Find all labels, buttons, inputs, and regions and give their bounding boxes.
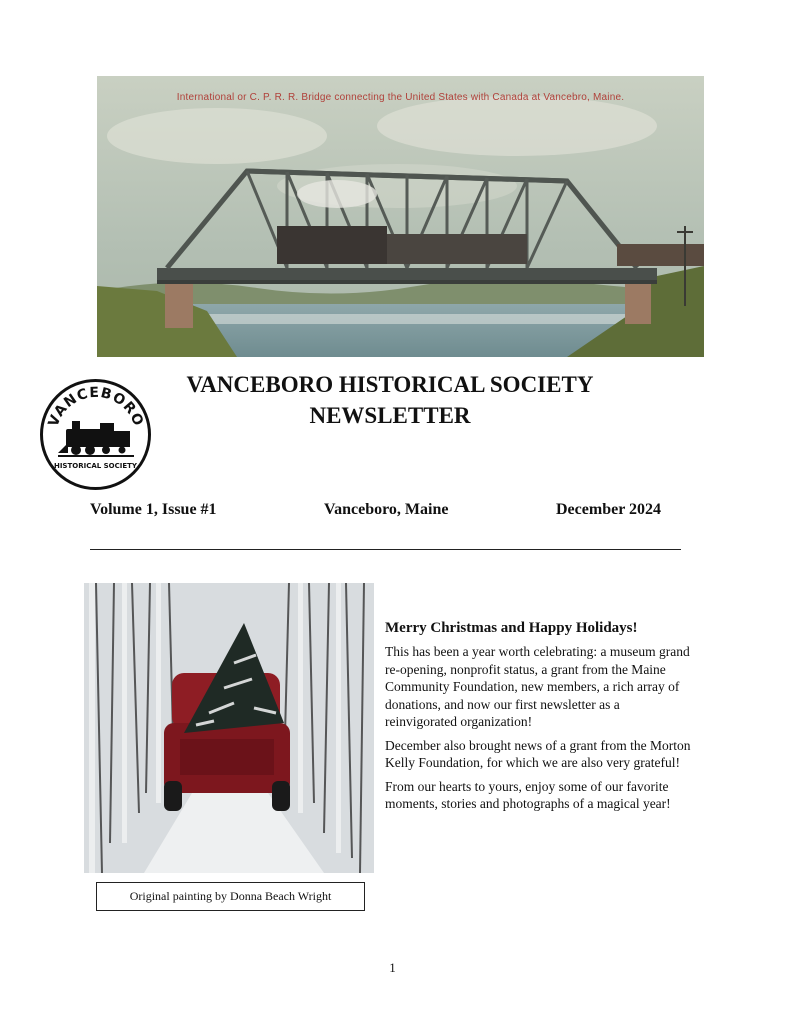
page-number: 1: [389, 960, 396, 975]
header-divider: [90, 549, 681, 550]
newsletter-subtitle: NEWSLETTER: [309, 403, 471, 428]
painting-caption: Original painting by Donna Beach Wright: [96, 882, 365, 911]
article-heading: Merry Christmas and Happy Holidays!: [385, 620, 638, 636]
article-paragraph: December also brought news of a grant from the Morton Kelly Foundation, for which we are also very grateful!: [385, 737, 691, 770]
article-paragraph: From our hearts to yours, enjoy some of our favorite moments, stories and photographs of a magical year!: [385, 778, 671, 811]
postcard-caption: International or C. P. R. R. Bridge connecting the United States with Canada at Vancebro, Maine.: [176, 92, 625, 103]
article-paragraph: This has been a year worth celebrating: a museum grand re-opening, nonprofit status, a grant from the Maine Community Foundation, new members, a rich array of donations, and now our first newsletter as a reinvigorated organization!: [385, 644, 690, 729]
logo-top-text: VANCEBORO: [45, 384, 147, 430]
society-logo: [38, 377, 153, 492]
logo-bottom-text: HISTORICAL SOCIETY: [53, 462, 138, 470]
issue-date: December 2024: [556, 501, 661, 518]
newsletter-title: VANCEBORO HISTORICAL SOCIETY: [186, 372, 594, 397]
christmas-truck-painting: [84, 583, 374, 873]
issue-place: Vanceboro, Maine: [324, 501, 449, 518]
holiday-article: [385, 620, 695, 819]
header-postcard-image: [97, 76, 704, 357]
issue-volume: Volume 1, Issue #1: [90, 501, 217, 518]
